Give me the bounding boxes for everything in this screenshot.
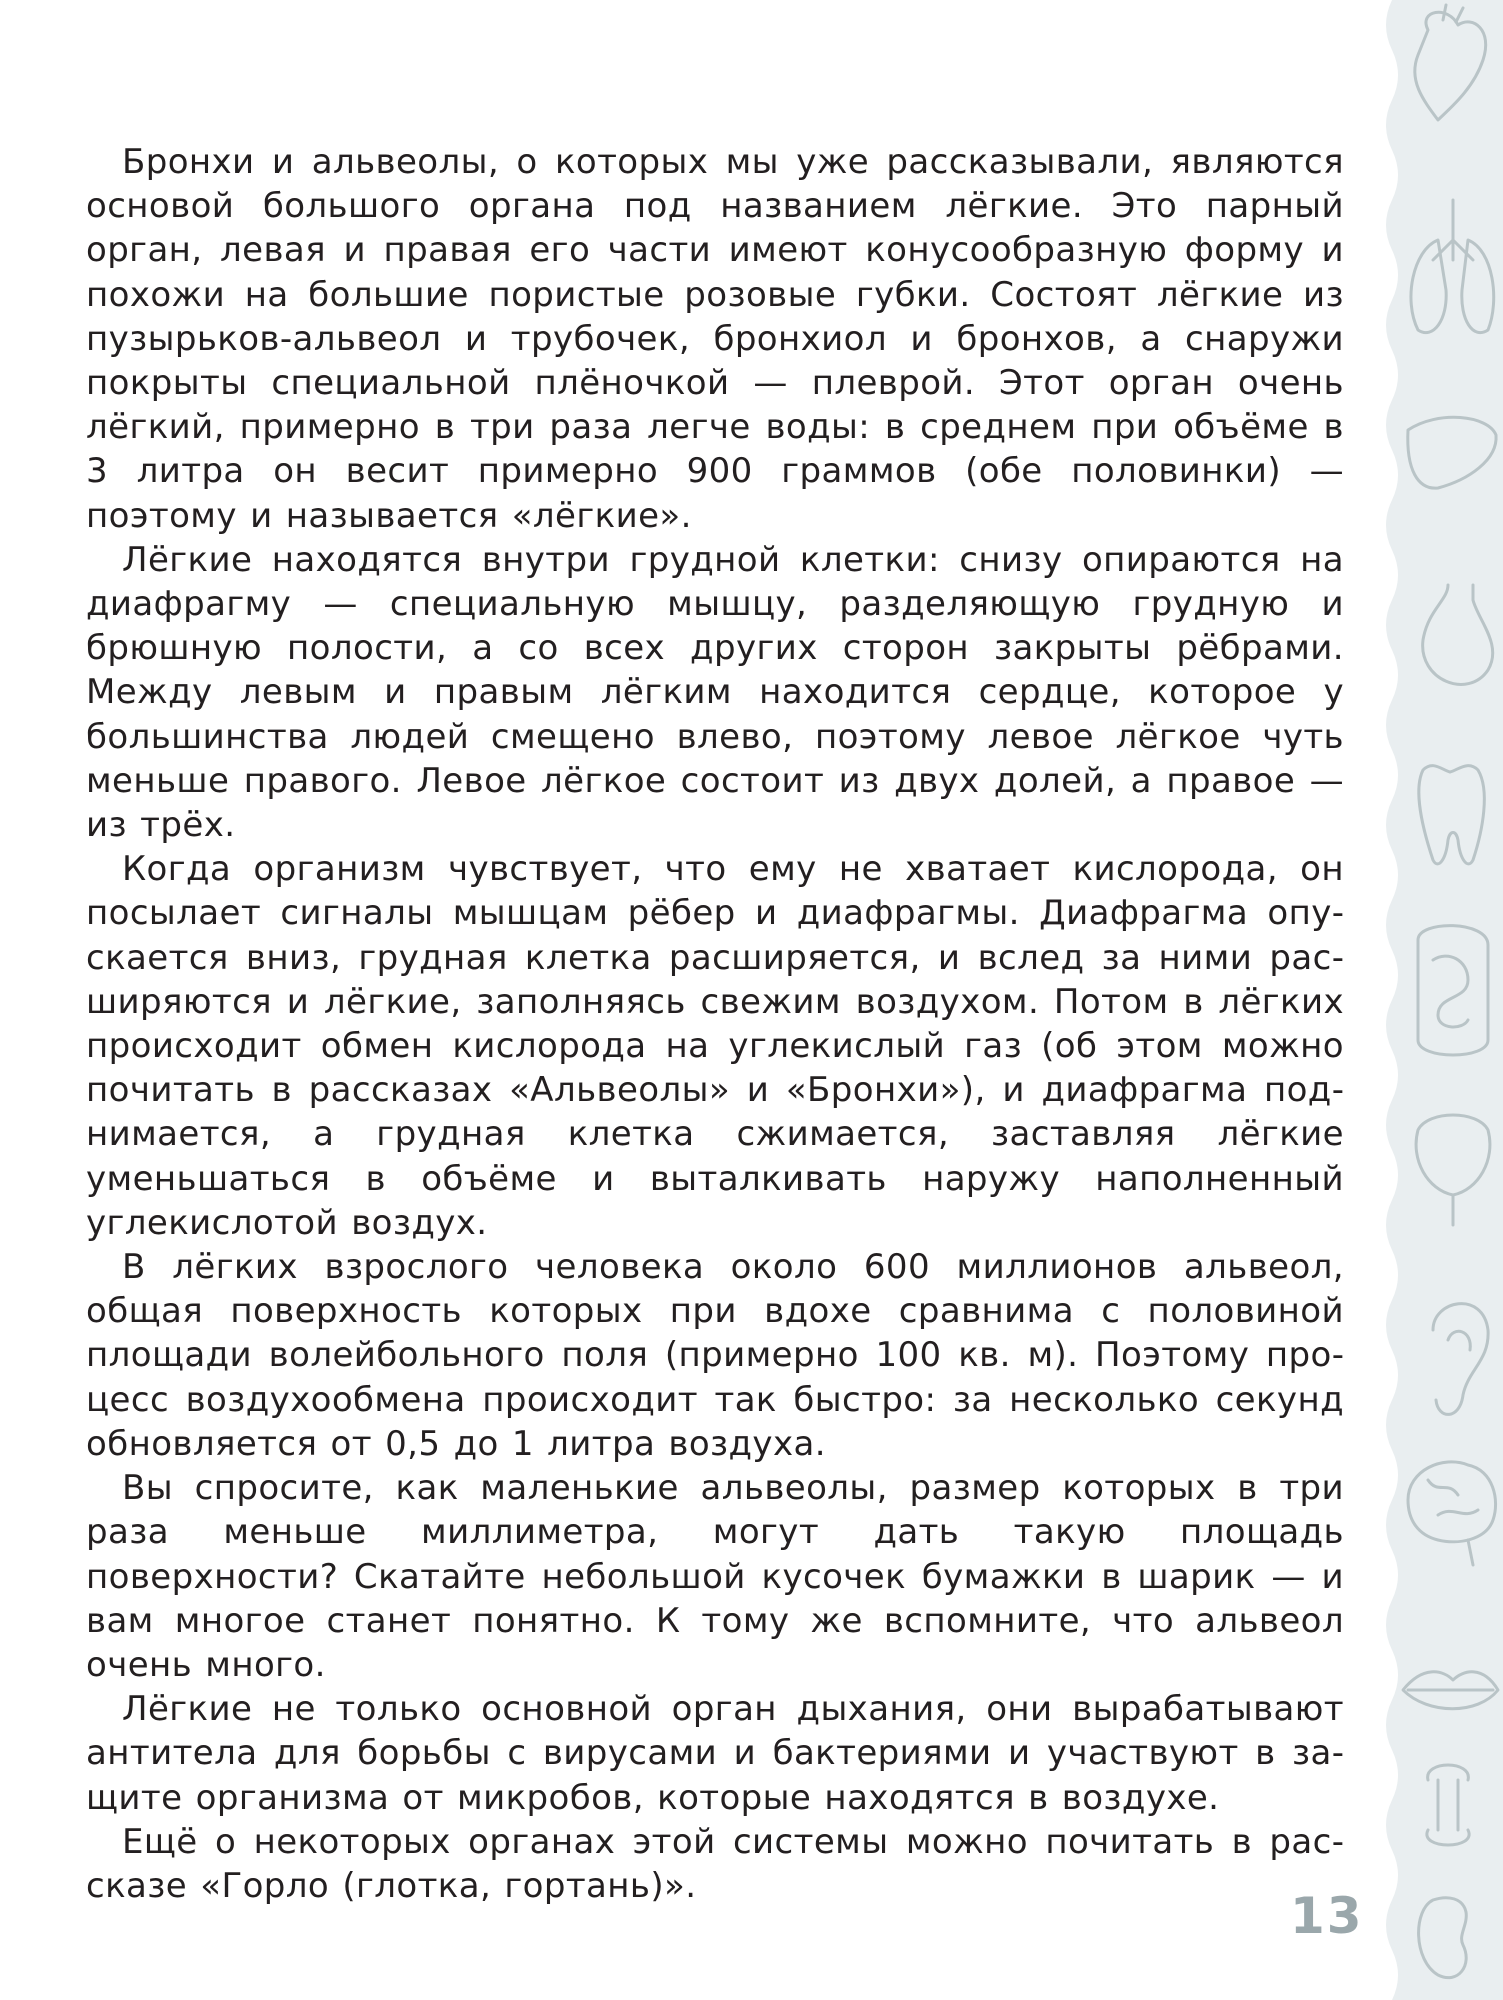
brain-icon bbox=[1408, 1462, 1496, 1565]
bone-joint-icon bbox=[1427, 1765, 1469, 1845]
lungs-icon bbox=[1411, 200, 1494, 333]
heart-icon bbox=[1415, 5, 1486, 120]
paragraph-2: Лёгкие находятся внутри грудной клетки: снизу опираются на диафрагму — специальную мышцу, разделяющую грудную и брюшную полости, а со всех других сторон закрыты рёбрами. Между левым и правым лёгким находится сердце, которое у большинства людей смещено влево, поэтому левое лёгкое чуть меньше правого. Левое лёгкое состоит из двух долей, а правое — из трёх. bbox=[86, 539, 1344, 846]
paragraph-1: Бронхи и альвеолы, о которых мы уже рассказывали, являются основой большого органа под названием лёгкие. Это парный орган, левая и правая его части имеют конусообразную форму и похожи на большие пористые розовые губки. Состоят лёгкие из пузырьков-альвеол и трубочек, бронхиол и бронхов, а снаружи покрыты специальной плёночкой — плеврой. Этот орган очень лёгкий, примерно в три раза легче воды: в среднем при объёме в 3 литра он весит примерно 900 граммов (обе половинки) — поэтому и называется «лёгкие». bbox=[86, 142, 1344, 536]
liver-icon bbox=[1408, 417, 1496, 488]
paragraph-7: Ещё о некоторых органах этой системы можно почитать в рассказе «Горло (глотка, гортань)». bbox=[86, 1821, 1344, 1906]
bladder-icon bbox=[1416, 1115, 1490, 1225]
intestines-icon bbox=[1418, 926, 1488, 1055]
ear-icon bbox=[1433, 1304, 1488, 1415]
decorative-side-strip bbox=[1378, 0, 1503, 2000]
paragraph-4: В лёгких взрослого человека около 600 миллионов альвеол, общая поверхность которых при вдохе сравнима с половиной площади волейбольного поля (примерно 100 кв. м). Поэтому процесс воздухообмена происходит так быстро: за несколько секунд обновляется от 0,5 до 1 литра воздуха. bbox=[86, 1247, 1344, 1464]
page-number: 13 bbox=[1290, 1887, 1364, 1945]
paragraph-5: Вы спросите, как маленькие альвеолы, размер которых в три раза меньше миллиметра, могут дать такую площадь поверхности? Скатайте небольшой кусочек бумажки в шарик — и вам многое станет понятно. К тому же вспомните, что альвеол очень много. bbox=[86, 1468, 1344, 1685]
lips-icon bbox=[1403, 1672, 1498, 1709]
main-text bbox=[86, 140, 1344, 1908]
tooth-icon bbox=[1419, 766, 1484, 864]
paragraph-6: Лёгкие не только основной орган дыхания, они вырабатывают антитела для борьбы с вирусами и бактериями и участвуют в защите организма от микробов, которые находятся в воздухе. bbox=[86, 1689, 1344, 1818]
stomach-icon bbox=[1423, 585, 1493, 684]
kidney-icon bbox=[1419, 1898, 1467, 1978]
paragraph-3: Когда организм чувствует, что ему не хватает кислорода, он посылает сигналы мышцам рёбер и диафрагмы. Диафрагма опускается вниз, грудная клетка расширяется, и вслед за ними расширяются и лёгкие, заполняясь свежим воздухом. Потом в лёгких происходит обмен кислорода на углекислый газ (об этом можно почитать в рассказах «Альвеолы» и «Бронхи»), и диафрагма поднимается, а грудная клетка сжимается, заставляя лёгкие уменьшаться в объёме и выталкивать наружу наполненный углекислотой воздух. bbox=[86, 849, 1344, 1243]
